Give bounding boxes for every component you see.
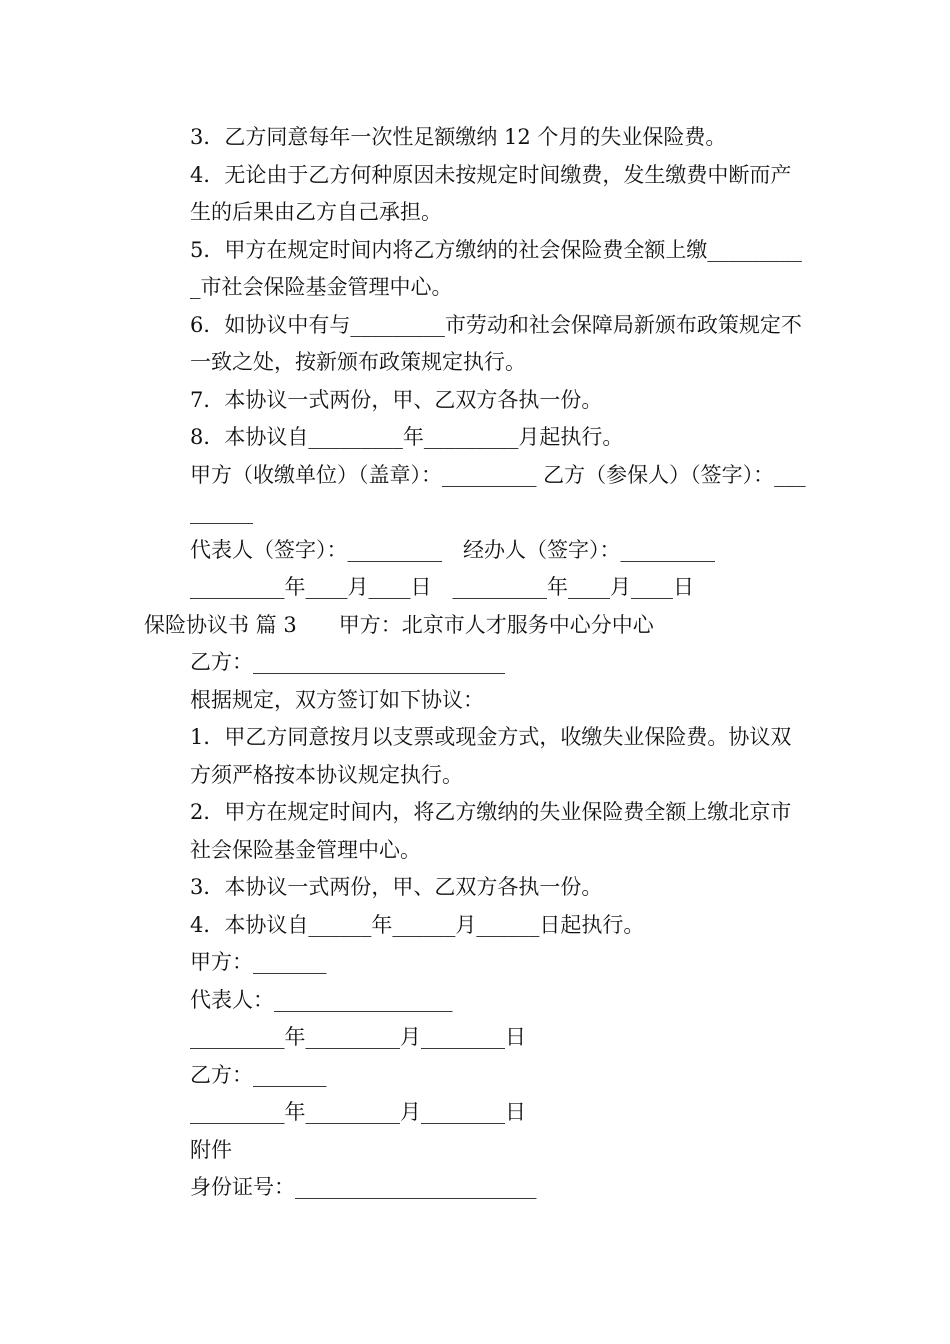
party-a-signature: 甲方：_______	[190, 950, 327, 974]
representative-line: 代表人：_________________	[190, 987, 453, 1012]
clause-3-full-payment: 3．乙方同意每年一次性足额缴纳 12 个月的失业保险费。	[190, 125, 727, 149]
party-signatures: 甲方（收缴单位）（盖章）：_________ 乙方（参保人）（签字）：_________	[190, 462, 806, 524]
item-1-collection: 1．甲乙方同意按月以支票或现金方式，收缴失业保险费。协议双方须严格按本协议规定执行。	[190, 725, 792, 787]
party-b-signature: 乙方：_______	[190, 1062, 327, 1087]
party-b-date: _________年_________月________日	[190, 1100, 526, 1124]
attachment-heading: 附件	[190, 1137, 232, 1162]
agreement-intro: 根据规定，双方签订如下协议：	[190, 687, 484, 712]
party-b-line: 乙方：________________________	[190, 650, 505, 674]
item-4-effective-date: 4．本协议自______年______月______日起执行。	[190, 912, 645, 937]
clause-7-copies: 7．本协议一式两份，甲、乙双方各执一份。	[190, 387, 603, 412]
item-2-fund-payment: 2．甲方在规定时间内，将乙方缴纳的失业保险费全额上缴北京市社会保险基金管理中心。	[190, 800, 792, 862]
section-heading-3: 保险协议书 篇 3 甲方：北京市人才服务中心分中心	[144, 612, 654, 637]
representative-signatures: 代表人（签字）：_________ 经办人（签字）：_________	[190, 537, 715, 562]
clause-8-effective-date: 8．本协议自_________年_________月起执行。	[190, 425, 624, 449]
clause-4-payment-interruption: 4．无论由于乙方何种原因未按规定时间缴费，发生缴费中断而产生的后果由乙方自己承担。	[190, 162, 792, 224]
signature-dates: _________年____月____日 _________年____月____日	[190, 575, 694, 599]
clause-6-policy-conflict: 6．如协议中有与_________市劳动和社会保障局新颁布政策规定不一致之处，按新颁布政策规定执行。	[190, 312, 802, 374]
item-3-copies: 3．本协议一式两份，甲、乙双方各执一份。	[190, 875, 603, 899]
party-a-date: _________年_________月________日	[190, 1025, 526, 1049]
id-number-line: 身份证号：_______________________	[190, 1175, 537, 1199]
document-page	[144, 119, 807, 1207]
clause-5-fund-center: 5．甲方在规定时间内将乙方缴纳的社会保险费全额上缴__________市社会保险基金管理中心。	[190, 237, 802, 299]
